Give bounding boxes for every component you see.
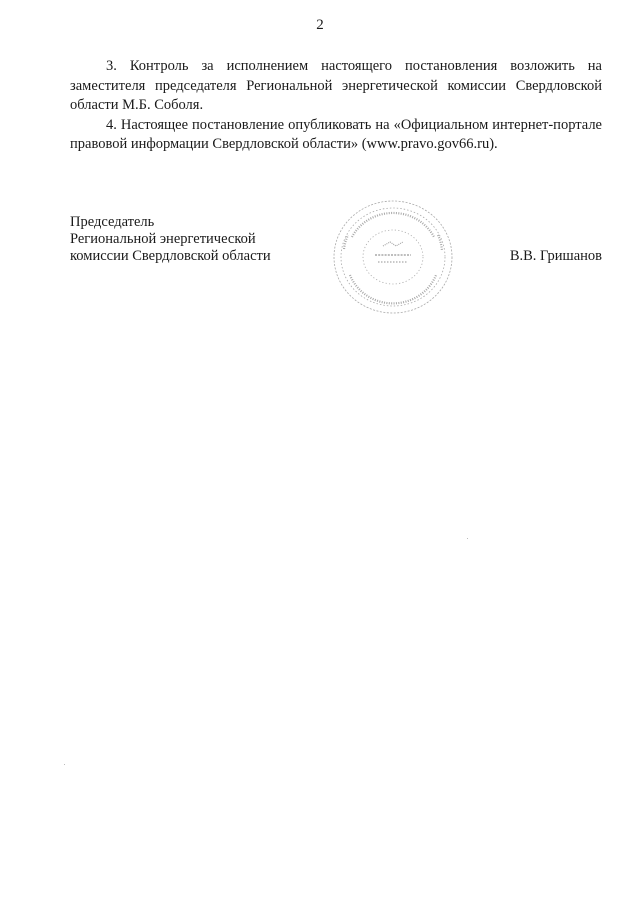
official-seal-stamp (330, 197, 456, 317)
signatory-name: В.В. Гришанов (509, 248, 602, 264)
signatory-title-line-2: Региональной энергетической (70, 231, 256, 247)
page-number: 2 (316, 17, 324, 33)
paragraph-control: 3. Контроль за исполнением настоящего постановления возложить на заместителя председателя Региональной энергетической комиссии Свердловской области М.Б. Соболя. (70, 58, 602, 113)
signatory-title-line-3: комиссии Свердловской области (70, 248, 271, 264)
signatory-title-line-1: Председатель (70, 214, 155, 230)
document-body (70, 57, 602, 155)
signatory-title (70, 214, 271, 265)
paragraph-publication: 4. Настоящее постановление опубликовать на «Официальном интернет-портале правовой информации Свердловской области» (www.pravo.gov66.ru). (70, 116, 602, 152)
scan-speck (64, 764, 65, 765)
scan-speck (467, 538, 468, 539)
